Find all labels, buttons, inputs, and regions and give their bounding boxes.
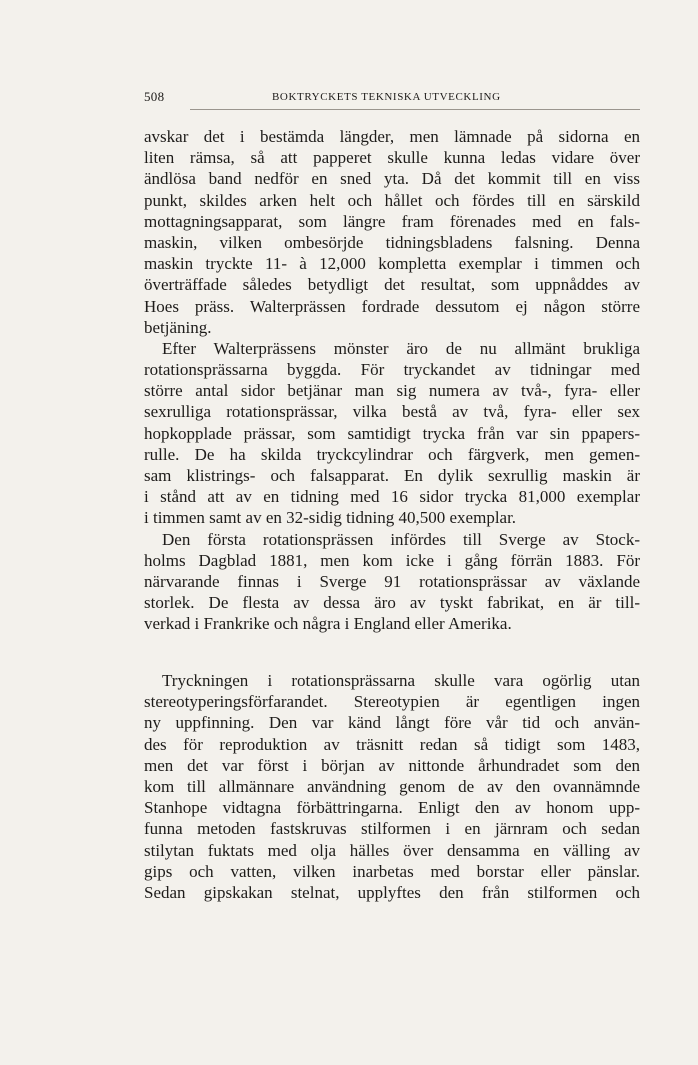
text-line: kom till allmännare användning genom de av den ovannämnde [144, 776, 640, 796]
text-line: Den första rotationsprässen infördes till Sverge av Stock- [162, 529, 640, 549]
text-line: i stånd att av en tidning med 16 sidor trycka 81,000 exemplar [144, 487, 640, 507]
text-line: funna metoden fastskruvas stilformen i en järnram och sedan [144, 819, 640, 839]
text-line: gips och vatten, vilken inarbetas med borstar eller pänslar. [144, 861, 640, 881]
text-line: överträffade således betydligt det resultat, som uppnåddes av [144, 275, 640, 295]
text-line: liten rämsa, så att papperet skulle kunna ledas vidare över [144, 148, 640, 168]
text-line: sam klistrings- och falsapparat. En dylik sexrullig maskin är [144, 466, 640, 485]
text-line: holms Dagblad 1881, men kom icke i gång förrän 1883. För [144, 550, 640, 570]
text-line: Sedan gipskakan stelnat, upplyftes den från stilformen och [144, 882, 640, 902]
text-line: avskar det i bestämda längder, men lämnade på sidorna en [144, 127, 640, 146]
running-title: BOKTRYCKETS TEKNISKA UTVECKLING [272, 91, 501, 103]
text-line: maskin tryckte 11- à 12,000 kompletta exemplar i timmen och [144, 254, 640, 274]
text-line: betjäning. [144, 317, 212, 337]
text-line: storlek. De flesta av dessa äro av tyskt fabrikat, en är till- [144, 593, 640, 613]
text-line: verkad i Frankrike och några i England eller Amerika. [144, 614, 512, 634]
text-line: maskin, vilken ombesörjde tidningsbladens falsning. Denna [144, 232, 640, 252]
page-header [144, 88, 640, 112]
body-text-section-1 [144, 126, 640, 635]
text-line: hopkopplade prässar, som samtidigt trycka från var sin ppapers- [144, 423, 640, 443]
text-line: des för reproduktion av träsnitt redan så tidigt som 1483, [144, 734, 640, 754]
text-line: stereotyperingsförfarandet. Stereotypien är egentligen ingen [144, 692, 640, 712]
text-line: Stanhope vidtagna förbättringarna. Enligt den av honom upp- [144, 798, 640, 818]
text-line: rotationsprässarna byggda. För tryckandet av tidningar med [144, 360, 640, 380]
text-line: mottagningsapparat, som längre fram förenades med en fals- [144, 211, 640, 231]
text-line: stilytan fuktats med olja hälles över densamma en välling av [144, 840, 640, 860]
text-line: Efter Walterprässens mönster äro de nu allmänt brukliga [162, 338, 640, 358]
text-line: punkt, skildes arken helt och hållet och fördes till en särskild [144, 190, 640, 210]
body-text-section-2 [144, 670, 640, 903]
text-line: i timmen samt av en 32-sidig tidning 40,500 exemplar. [144, 508, 517, 528]
text-line: större antal sidor betjänar man sig numera av två-, fyra- eller [144, 381, 640, 401]
text-line: sexrulliga rotationsprässar, vilka bestå av två, fyra- eller sex [144, 402, 640, 422]
text-line: Hoes präss. Walterprässen fordrade dessutom ej någon större [144, 296, 640, 316]
header-rule [190, 109, 640, 110]
text-line: rulle. De ha skilda tryckcylindrar och färgverk, men gemen- [144, 444, 640, 464]
text-line: men det var först i början av nittonde århundradet som den [144, 755, 640, 775]
text-line: ny uppfinning. Den var känd långt före vår tid och använ- [144, 713, 640, 733]
text-line: ändlösa band nedför en sned yta. Då det kommit till en viss [144, 169, 640, 189]
page-number: 508 [144, 89, 165, 104]
text-line: närvarande finnas i Sverge 91 rotationsprässar av växlande [144, 571, 640, 591]
text-line: Tryckningen i rotationsprässarna skulle vara ogörlig utan [162, 671, 640, 690]
